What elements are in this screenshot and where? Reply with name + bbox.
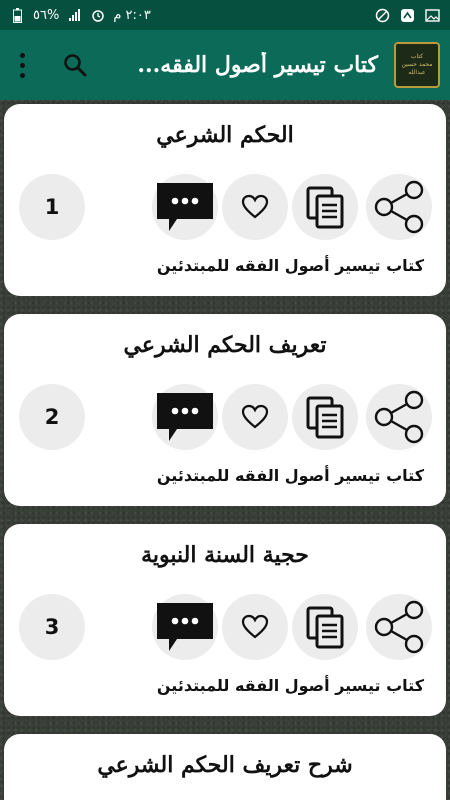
- card-subtitle: كتاب تيسير أصول الفقه للمبتدئين: [156, 466, 424, 485]
- copy-button[interactable]: [292, 174, 358, 240]
- card-actions: [4, 174, 446, 240]
- share-icon: [371, 599, 427, 655]
- card-title: حجية السنة النبوية: [141, 542, 309, 568]
- card-number: 3: [44, 615, 60, 639]
- card-number: 2: [44, 405, 60, 429]
- card-subtitle: كتاب تيسير أصول الفقه للمبتدئين: [156, 676, 424, 695]
- dot-icon: [20, 63, 25, 68]
- comment-button[interactable]: [152, 594, 218, 660]
- number-badge: [19, 594, 85, 660]
- share-button[interactable]: [366, 594, 432, 660]
- alarm-icon: [90, 8, 105, 23]
- more-options-button[interactable]: [10, 45, 34, 85]
- dot-icon: [20, 73, 25, 78]
- status-bar: [0, 0, 450, 30]
- number-badge: [19, 384, 85, 450]
- copy-icon: [305, 185, 345, 229]
- card-actions: [4, 384, 446, 450]
- vpn-icon: [375, 8, 390, 23]
- copy-button[interactable]: [292, 594, 358, 660]
- comment-icon: [155, 391, 215, 443]
- share-icon: [371, 389, 427, 445]
- comment-icon: [155, 181, 215, 233]
- list-card[interactable]: [4, 734, 446, 800]
- image-icon: [425, 8, 440, 23]
- favorite-button[interactable]: [222, 384, 288, 450]
- app-icon: [400, 8, 415, 23]
- favorite-button[interactable]: [222, 174, 288, 240]
- share-button[interactable]: [366, 384, 432, 450]
- app-bar: [0, 30, 450, 100]
- heart-icon: [241, 404, 269, 430]
- list-card[interactable]: [4, 314, 446, 506]
- status-right: [375, 8, 440, 23]
- search-button[interactable]: [60, 50, 90, 80]
- card-subtitle: كتاب تيسير أصول الفقه للمبتدئين: [156, 256, 424, 275]
- share-icon: [371, 179, 427, 235]
- status-left: [10, 8, 151, 23]
- signal-icon: [67, 8, 82, 23]
- copy-button[interactable]: [292, 384, 358, 450]
- app-title: كتاب تيسير أصول الفقه...: [137, 52, 378, 78]
- heart-icon: [241, 194, 269, 220]
- logo-text-top: كتاب: [410, 53, 424, 61]
- battery-percent: %٥٦: [33, 7, 60, 23]
- copy-icon: [305, 395, 345, 439]
- share-button[interactable]: [366, 174, 432, 240]
- app-logo: [394, 42, 440, 88]
- comment-button[interactable]: [152, 384, 218, 450]
- card-list[interactable]: [0, 100, 450, 800]
- heart-icon: [241, 614, 269, 640]
- list-card[interactable]: [4, 524, 446, 716]
- comment-button[interactable]: [152, 174, 218, 240]
- status-time: ٢:٠٣ م: [113, 7, 151, 23]
- list-card[interactable]: [4, 104, 446, 296]
- card-actions: [4, 594, 446, 660]
- battery-icon: [10, 8, 25, 23]
- comment-icon: [155, 601, 215, 653]
- logo-text-bottom: محمد حسين عبدالله: [401, 61, 433, 76]
- card-title: الحكم الشرعي: [156, 122, 294, 148]
- card-number: 1: [44, 195, 60, 219]
- card-title: تعريف الحكم الشرعي: [123, 332, 327, 358]
- favorite-button[interactable]: [222, 594, 288, 660]
- search-icon: [62, 52, 88, 78]
- dot-icon: [20, 53, 25, 58]
- card-title: شرح تعريف الحكم الشرعي: [97, 752, 353, 778]
- number-badge: [19, 174, 85, 240]
- copy-icon: [305, 605, 345, 649]
